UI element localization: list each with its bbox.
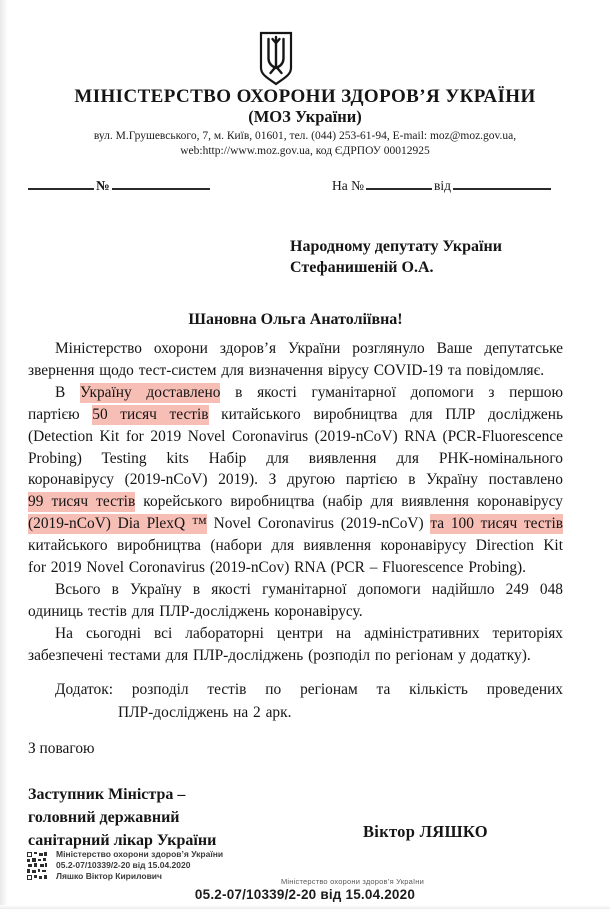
text-line xyxy=(28,513,563,535)
text-segment: партією xyxy=(28,405,93,423)
text-segment: Всього в Україну в якості гуманітарної допомоги надійшло 249 048 xyxy=(55,580,563,598)
signer-position-block xyxy=(28,784,216,852)
text-segment: ПЛР-досліджень на 2 арк. xyxy=(118,703,292,721)
text-segment: В xyxy=(55,383,80,401)
paragraph xyxy=(28,338,563,382)
signer-position-line1: Заступник Міністра – xyxy=(28,786,186,803)
footer-stamp xyxy=(95,877,515,902)
text-segment: for 2019 Novel Coronavirus (2019-nCov) RNA (PCR – Fluorescence Probing). xyxy=(28,559,527,577)
registration-stamp-org: Міністерство охорони здоров’я України xyxy=(56,849,224,859)
incoming-number-field xyxy=(330,174,551,194)
addressee-block xyxy=(290,236,502,278)
text-line xyxy=(28,382,563,404)
footer-stamp-number: 05.2-07/10339/2-20 від 15.04.2020 xyxy=(194,887,416,902)
closing-phrase: З повагою xyxy=(28,740,95,757)
footer-stamp-org: Міністерство охорони здоров’я України xyxy=(280,877,424,886)
body-paragraphs xyxy=(28,338,563,667)
text-line xyxy=(28,579,563,601)
text-segment: Novel Coronavirus (2019-nCoV) xyxy=(206,515,431,533)
number-sign-label: № xyxy=(96,178,110,193)
paragraph xyxy=(28,623,563,667)
text-segment: одиниць тестів для ПЛР-досліджень коронавірусу. xyxy=(28,602,363,620)
text-segment: в якості гуманітарної допомоги з першою xyxy=(220,383,563,401)
pink-highlight: та 100 тисяч тестів xyxy=(430,515,563,533)
signer-name: Віктор ЛЯШКО xyxy=(363,822,488,841)
registration-stamp-number: 05.2-07/10339/2-20 від 15.04.2020 xyxy=(56,859,191,870)
text-line xyxy=(28,338,563,360)
addressee-line2: Стефанишеній О.А. xyxy=(290,259,434,276)
paragraph xyxy=(28,382,563,579)
text-segment: китайського виробництва (набори для виявлення коронавірусу Direction Kit xyxy=(28,537,563,555)
text-line xyxy=(28,557,563,579)
text-line xyxy=(28,469,563,491)
text-segment: На сьогодні всі лабораторні центри на адміністративних територіях xyxy=(55,624,563,642)
from-label: від xyxy=(434,178,451,193)
text-segment: Probing) Testing kits Набір для виявлення для РНК-номінального xyxy=(28,449,563,467)
letterhead-address-line2: web:http://www.moz.gov.ua, код ЄДРПОУ 00012925 xyxy=(180,144,430,157)
reference-row xyxy=(28,174,565,194)
letterhead-address xyxy=(0,129,610,158)
pink-highlight: 50 тисяч тестів xyxy=(92,405,209,423)
text-line xyxy=(28,491,563,513)
pink-highlight: Україну доставлено xyxy=(79,383,221,401)
from-date-blank-line xyxy=(453,174,551,190)
text-segment: Додаток: розподіл тестів по регіонам та кількість проведених xyxy=(55,681,563,698)
addressee-line1: Народному депутату України xyxy=(290,238,502,255)
text-segment: китайського виробництва для ПЛР досліджень xyxy=(208,405,563,423)
text-line xyxy=(28,426,563,448)
text-line xyxy=(28,702,563,725)
text-segment: корейського виробництва (набір для виявлення коронавірусу xyxy=(135,493,563,511)
ukraine-trident-emblem-icon xyxy=(258,30,294,92)
paragraph xyxy=(28,579,563,623)
text-line xyxy=(28,360,563,382)
attachment-note xyxy=(28,679,563,724)
text-line xyxy=(28,404,563,426)
text-segment: коронавірусу (2019-nCoV) 2019). З другою партією в Україну поставлено xyxy=(28,471,563,489)
text-segment: (Detection Kit for 2019 Novel Coronavirus (2019-nCoV) RNA (PCR-Fluorescence xyxy=(28,427,563,445)
qr-stamp-icon xyxy=(26,851,48,886)
outgoing-number-field xyxy=(28,174,210,194)
number-blank-line xyxy=(112,174,210,190)
registration-stamp-signer: Ляшко Віктор Кирилович xyxy=(56,871,162,881)
date-blank-line xyxy=(28,174,94,190)
text-segment: Міністерство охорони здоров’я України розглянуло Ваше депутатське xyxy=(55,340,563,357)
on-number-blank-line xyxy=(366,174,432,190)
signer-position-line2: головний державний xyxy=(28,808,180,826)
pink-highlight: 99 тисяч тестів xyxy=(28,493,136,511)
text-segment: забезпечені тестами для ПЛР-досліджень (розподіл по регіонам у додатку). xyxy=(28,646,531,664)
on-number-label: На № xyxy=(332,178,364,193)
ministry-title: МІНІСТЕРСТВО ОХОРОНИ ЗДОРОВ’Я УКРАЇНИ xyxy=(74,86,536,107)
text-line xyxy=(28,623,563,645)
text-line xyxy=(28,601,563,623)
text-segment: звернення щодо тест-систем для визначення вірусу COVID-19 та повідомляє. xyxy=(28,361,545,379)
letterhead-address-line1: вул. М.Грушевського, 7, м. Київ, 01601, тел. (044) 253-61-94, E-mail: moz@moz.gov.ua, xyxy=(93,130,517,142)
ministry-short-title: (МОЗ України) xyxy=(248,107,362,126)
text-line xyxy=(28,679,563,702)
text-line xyxy=(28,645,563,667)
scan-edge-shade-bottom xyxy=(0,905,610,909)
text-line xyxy=(28,448,563,470)
signer-position-line3: санітарний лікар України xyxy=(28,831,217,849)
salutation: Шановна Ольга Анатоліївна! xyxy=(188,311,403,328)
pink-highlight: (2019-nCoV) Dia PlexQ ™ xyxy=(28,515,207,533)
text-line xyxy=(28,535,563,557)
